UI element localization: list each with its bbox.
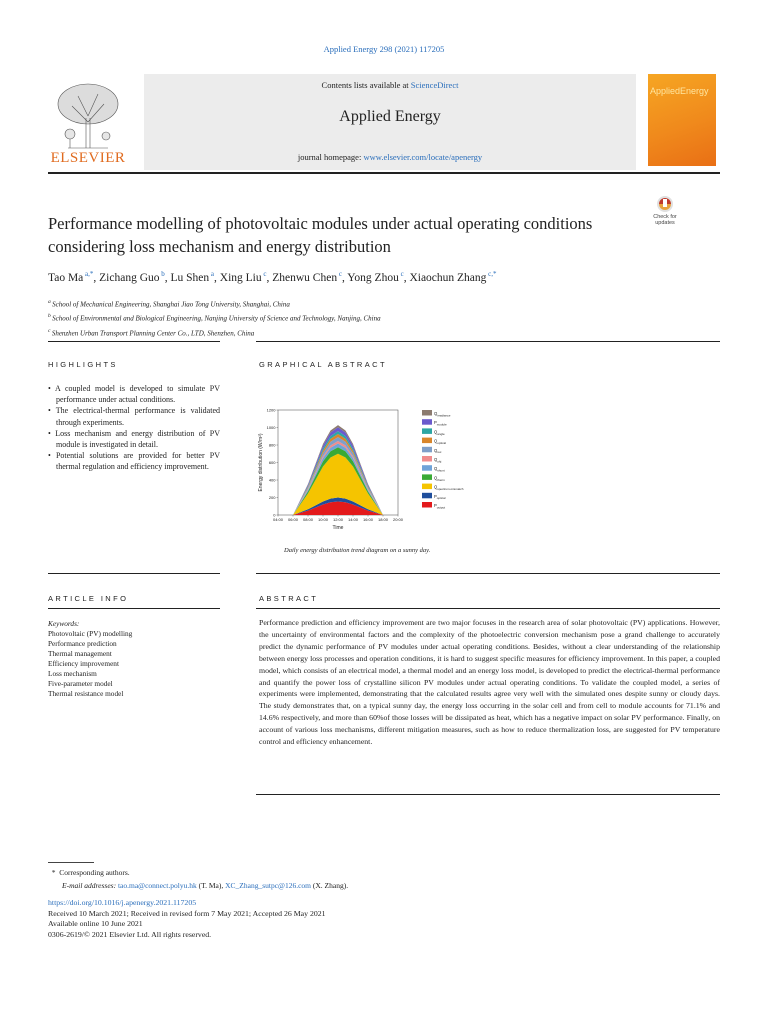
keyword: Loss mechanism	[48, 669, 97, 678]
email-link-zhang[interactable]: XC_Zhang_sutpc@126.com	[225, 881, 311, 890]
legend-swatch	[422, 447, 432, 453]
legend-label: $Q_{rec}$	[434, 447, 442, 455]
highlight-item: • A coupled model is developed to simulate PV performance under actual conditions.	[48, 383, 220, 405]
x-tick-label: 18:00	[377, 517, 389, 522]
check-for-updates-badge[interactable]	[646, 194, 684, 230]
legend-swatch	[422, 438, 432, 444]
author-name[interactable]: Zhenwu Chen	[272, 271, 338, 284]
keyword: Five-parameter model	[48, 679, 113, 688]
check-updates-label: Check for updates	[653, 214, 677, 226]
corresponding-note: * Corresponding authors.	[48, 868, 130, 877]
y-tick-label: 400	[268, 477, 276, 483]
highlights-list	[48, 383, 220, 473]
legend-swatch	[422, 493, 432, 499]
elsevier-wordmark: ELSEVIER	[50, 150, 126, 166]
affiliation: $^b$ School of Environmental and Biological Engineering, Nanjing University of Science and Technology, Nanjing, China	[48, 313, 381, 323]
author-affiliation-marker[interactable]: c	[261, 270, 267, 278]
email-link-ma[interactable]: tao.ma@connect.polyu.hk	[117, 881, 197, 890]
legend-label: $Q_{shunt}$	[434, 466, 445, 473]
abstract-subrule	[256, 608, 720, 609]
y-tick-label: 1000	[266, 424, 276, 430]
abstract-bottom-rule	[256, 794, 720, 795]
x-tick-label: 04:00	[272, 517, 284, 522]
legend-label: $Q_{optical}$	[434, 438, 446, 445]
legend-swatch	[422, 502, 432, 508]
x-axis-label: Time	[332, 525, 344, 531]
journal-homepage-link[interactable]: www.elsevier.com/locate/apenergy	[363, 152, 483, 162]
keyword-list	[48, 629, 220, 699]
author-affiliation-marker[interactable]: a	[209, 270, 215, 278]
x-tick-label: 14:00	[347, 517, 359, 522]
legend-swatch	[422, 456, 432, 462]
article-info-heading: ARTICLE INFO	[48, 594, 129, 603]
legend-swatch	[422, 419, 432, 425]
y-tick-label: 800	[268, 442, 276, 448]
article-info-rule	[48, 573, 220, 574]
author-name[interactable]: Zichang Guo	[99, 271, 160, 284]
x-tick-label: 08:00	[302, 517, 314, 522]
affiliation-list	[48, 296, 728, 339]
legend-swatch	[422, 428, 432, 434]
masthead-rule	[48, 172, 720, 174]
author-affiliation-marker[interactable]: a,*	[83, 270, 94, 278]
check-updates-icon	[646, 194, 684, 214]
author-affiliation-marker[interactable]: b	[159, 270, 165, 278]
legend-swatch	[422, 474, 432, 480]
keyword: Photovoltaic (PV) modelling	[48, 629, 133, 638]
keywords-block	[48, 619, 220, 699]
footnote-rule	[48, 862, 94, 863]
abstract-heading: ABSTRACT	[259, 594, 319, 603]
keyword: Thermal management	[48, 649, 112, 658]
author-name[interactable]: Xiaochun Zhang	[409, 271, 487, 284]
y-tick-label: 1200	[266, 407, 276, 413]
legend-swatch	[422, 410, 432, 416]
graphical-abstract-caption: Daily energy distribution trend diagram on a sunny day.	[284, 547, 431, 554]
author-name[interactable]: Tao Ma	[48, 271, 84, 284]
graphical-abstract-rule	[256, 341, 720, 342]
graphical-abstract-chart	[256, 400, 476, 535]
email-note: E-mail addresses: tao.ma@connect.polyu.hk (T. Ma), XC_Zhang_sutpc@126.com (X. Zhang).	[62, 881, 349, 890]
journal-cover-thumbnail[interactable]	[648, 74, 716, 166]
masthead-center	[144, 74, 636, 170]
legend-label: $Q_{therm}$	[434, 475, 445, 482]
front-matter	[48, 898, 728, 941]
article-info-subrule	[48, 608, 220, 609]
sciencedirect-link[interactable]: ScienceDirect	[410, 80, 459, 90]
author-name[interactable]: Yong Zhou	[347, 271, 399, 284]
abstract-text: Performance prediction and efficiency improvement are two major focuses in the research area of solar photovoltaic (PV) applications. However, the uncertainty of environmental factors and the complexity of the photoelectric conversion mechanism pose a grand challenge to accurately predict the dynamic performance of PV modules under actual operating conditions. Besides, without a clear understanding of the relationship between energy loss processes and operation conditions, it is hard to suggest specific measures for efficiency improvement. In this paper, a coupled model, which consists of an electrical model, a thermal model and an energy loss model, is developed to predict the electrical-thermal performance and quantify the power loss of crystalline silicon PV modules under actual operating conditions. To validate the coupled model, a series of experiments were implemented, demonstrating that the calculated results agree very well with the simulated ones despite sunny or cloudy days. The study demonstrates that, on a typical sunny day, the energy loss occurring in the solar cell and from cell to module accounts for 71.1% and 14.6% respectively, and more than 60%of those losses will be dissipated as heat, which has a negative impact on solar PV performance. Finally, on account of various loss mechanisms, different mitigation measures, such as how to reduce thermalization loss, are suggested for PV temperature control and efficiency enhancement.	[259, 618, 720, 747]
highlight-item: • The electrical-thermal performance is validated through experiments.	[48, 405, 220, 427]
legend-swatch	[422, 484, 432, 490]
author-name[interactable]: Lu Shen	[170, 271, 210, 284]
legend-label: $Q_{angle}$	[434, 429, 445, 436]
footnote	[48, 866, 728, 892]
masthead	[48, 74, 720, 170]
journal-name: Applied Energy	[339, 108, 441, 125]
x-tick-label: 06:00	[287, 517, 299, 522]
abstract-rule	[256, 573, 720, 574]
legend-label: $Q_{irradiance}$	[434, 411, 451, 418]
contents-line: Contents lists available at ScienceDirect	[321, 80, 459, 90]
keyword: Efficiency improvement	[48, 659, 119, 668]
cover-title: AppliedEnergy	[650, 86, 709, 96]
legend-label: $Q_{ohj}$	[434, 457, 442, 464]
highlight-item: • Potential solutions are provided for better PV thermal regulation and efficiency improvement.	[48, 450, 220, 472]
legend-label: $Q_{spectrum-mismatch}$	[434, 484, 464, 491]
copyright: 0306-2619/© 2021 Elsevier Ltd. All rights reserved.	[48, 930, 212, 940]
author-name[interactable]: Xing Liu	[219, 271, 262, 284]
journal-reference[interactable]: Applied Energy 298 (2021) 117205	[323, 44, 445, 54]
received-dates: Received 10 March 2021; Received in revised form 7 May 2021; Accepted 26 May 2021	[48, 908, 326, 918]
article-title: Performance modelling of photovoltaic modules under actual operating conditions considering loss mechanism and energy distribution	[48, 214, 593, 256]
doi-link[interactable]: https://doi.org/10.1016/j.apenergy.2021.117205	[48, 898, 197, 907]
keyword: Performance prediction	[48, 639, 117, 648]
author-affiliation-marker[interactable]: c,*	[486, 270, 497, 278]
highlights-heading: HIGHLIGHTS	[48, 360, 118, 369]
x-tick-label: 10:00	[317, 517, 329, 522]
keyword: Thermal resistance model	[48, 689, 124, 698]
x-tick-label: 20:00	[392, 517, 404, 522]
keywords-label: Keywords:	[48, 619, 80, 628]
author-affiliation-marker[interactable]: c	[398, 270, 404, 278]
legend-label: $P_{output}$	[434, 503, 446, 510]
legend-label: $P_{optical}$	[434, 493, 446, 501]
author-affiliation-marker[interactable]: c	[337, 270, 342, 278]
author-list: Tao Ma $^{a,*}$, Zichang Guo $^b$, Lu Shen $^a$, Xing Liu $^c$, Zhenwu Chen $^c$, Yong Zhou $^c$, Xiaochun Zhang $^{c,*}$	[48, 270, 497, 284]
highlights-rule	[48, 341, 220, 342]
highlight-item: • Loss mechanism and energy distribution of PV module is investigated in detail.	[48, 428, 220, 450]
x-tick-label: 12:00	[332, 517, 344, 522]
affiliation: $^c$ Shenzhen Urban Transport Planning Center Co., LTD, Shenzhen, China	[48, 327, 255, 337]
y-tick-label: 0	[273, 512, 276, 518]
online-date: Available online 10 June 2021	[48, 919, 143, 929]
legend-label: $P_{module}$	[434, 420, 447, 427]
y-tick-label: 600	[268, 459, 276, 465]
affiliation: $^a$ School of Mechanical Engineering, Shanghai Jiao Tong University, Shanghai, China	[48, 299, 290, 309]
legend-swatch	[422, 465, 432, 471]
y-axis-label: Energy distribution (W/m²)	[258, 433, 264, 492]
x-tick-label: 16:00	[362, 517, 374, 522]
graphical-abstract-heading: GRAPHICAL ABSTRACT	[259, 360, 387, 369]
y-tick-label: 200	[268, 494, 276, 500]
homepage-line: journal homepage: www.elsevier.com/locate/apenergy	[297, 152, 483, 162]
